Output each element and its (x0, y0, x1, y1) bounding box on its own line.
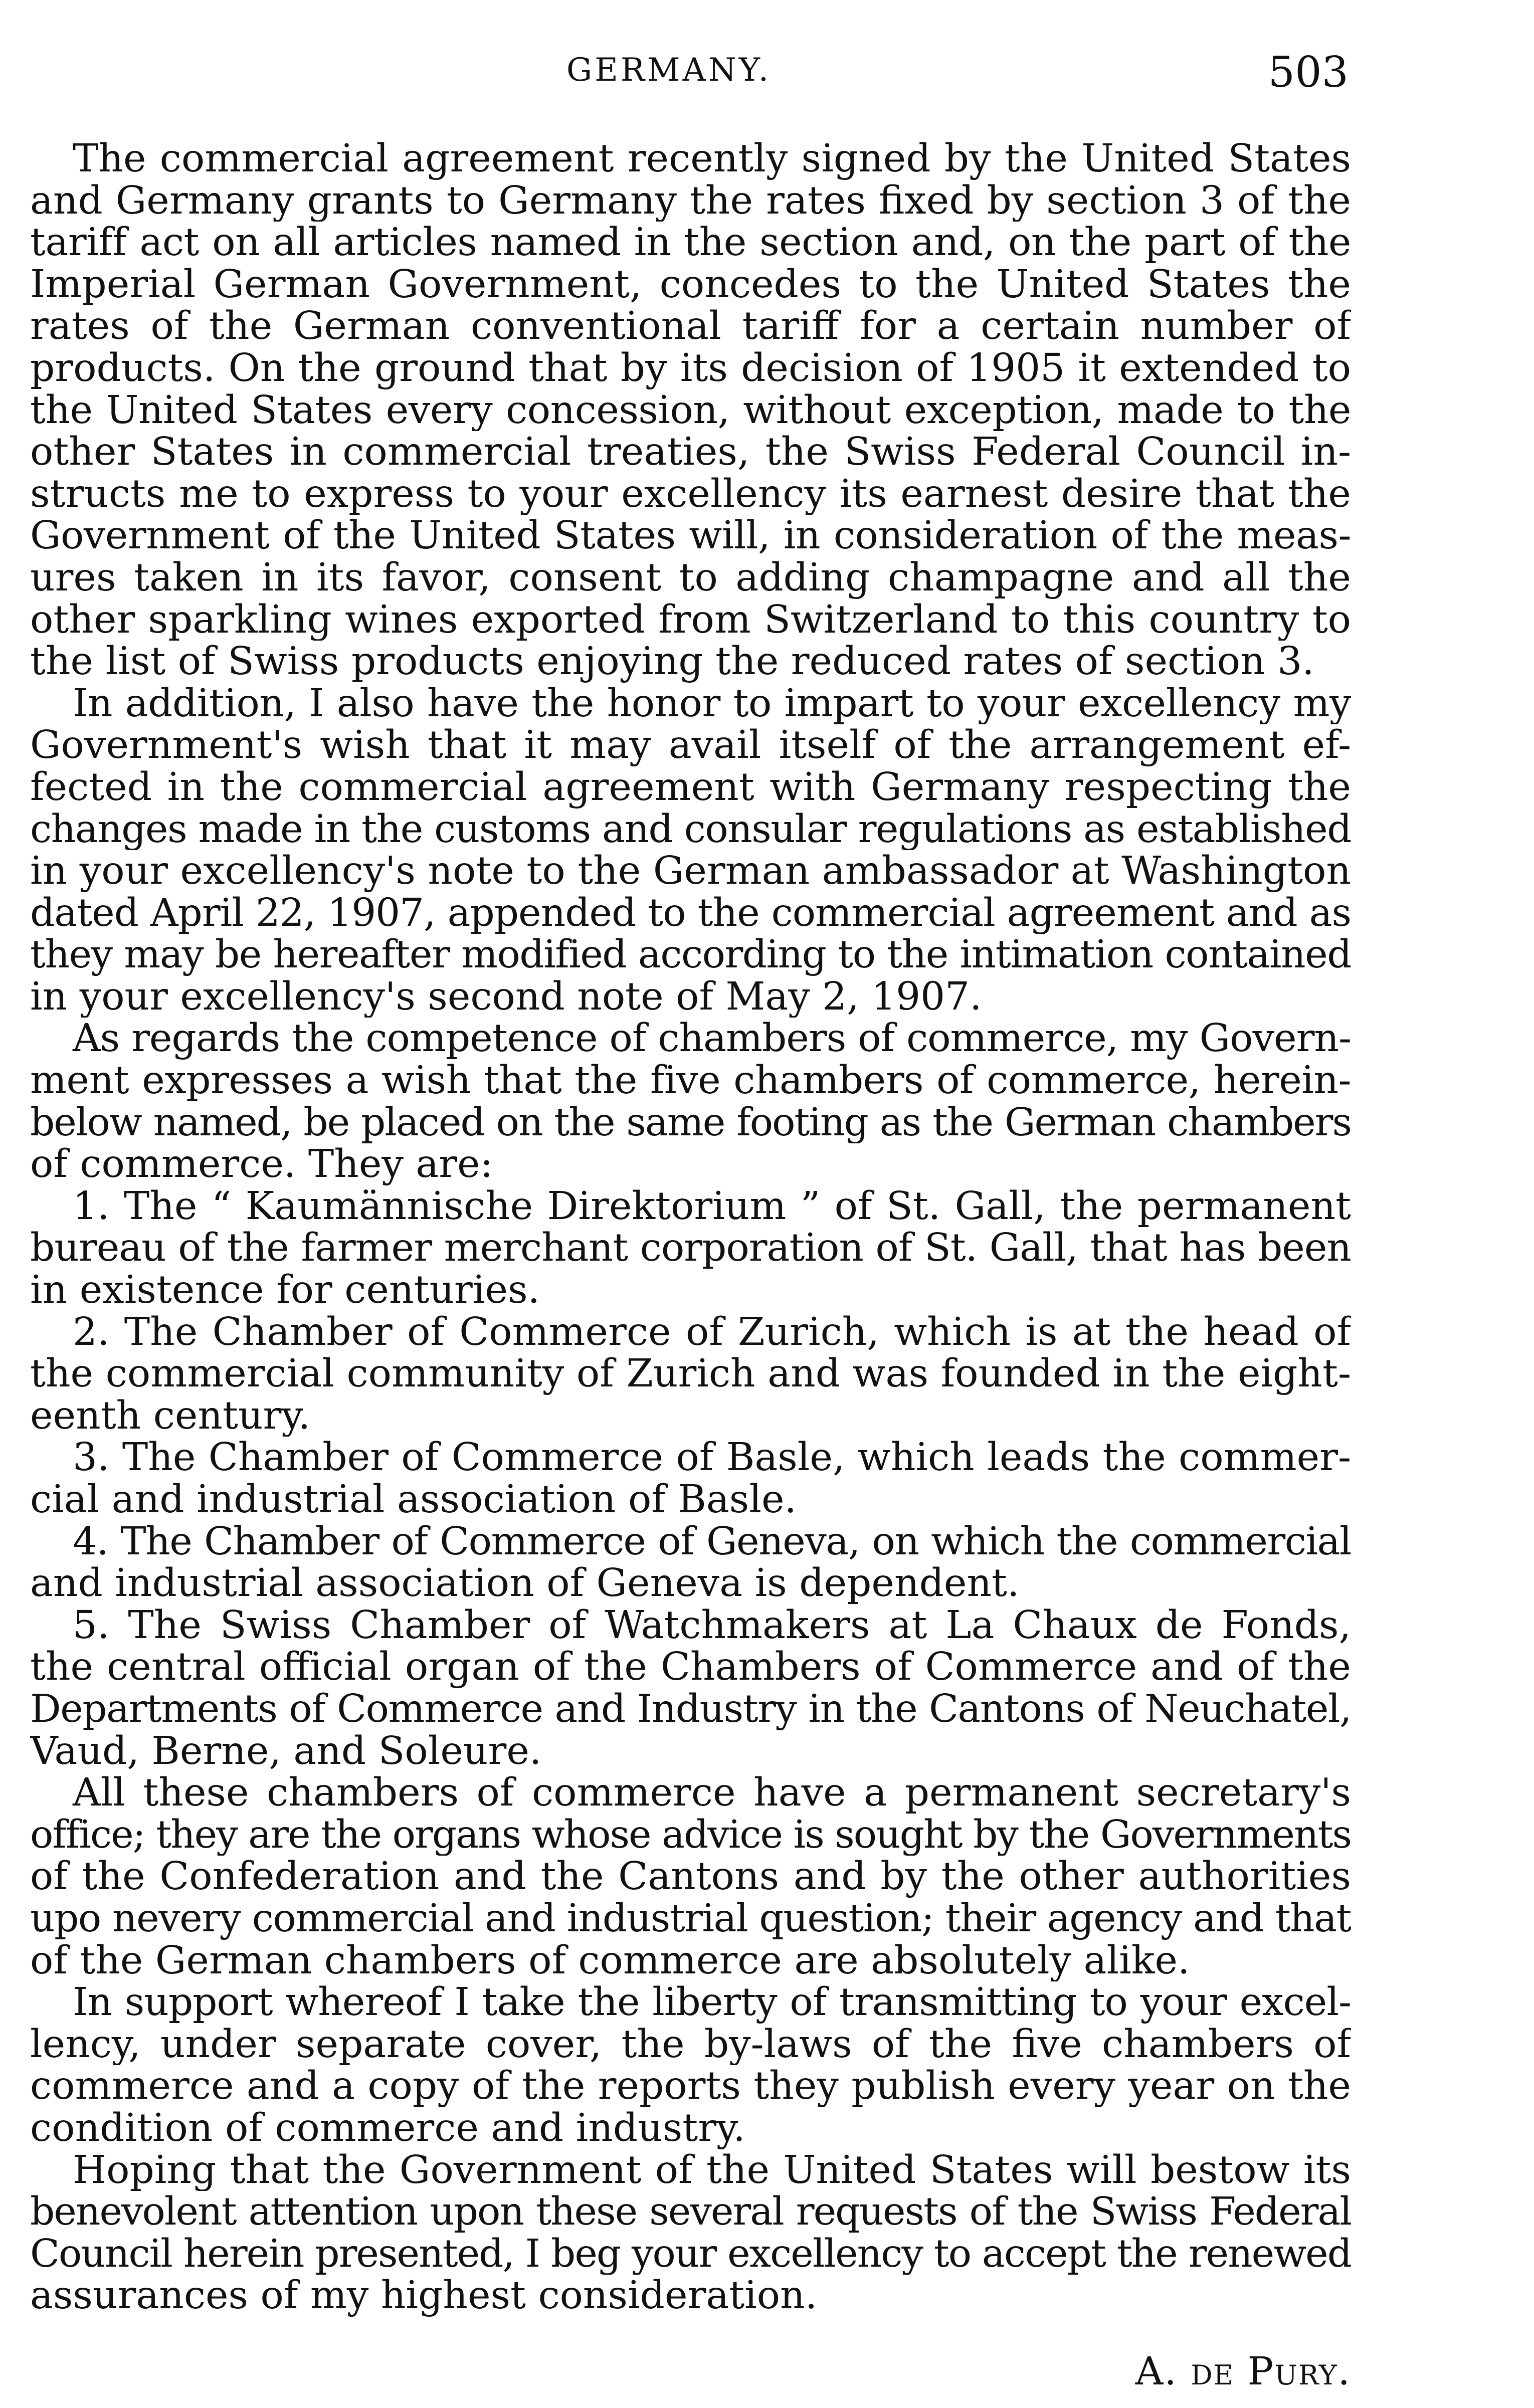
text-line: benevolent attention upon these several requests of the Swiss Federal (30, 2191, 1351, 2233)
text-line: Government's wish that it may avail itself of the arrangement ef- (30, 724, 1351, 766)
text-line: of the Confederation and the Cantons and by the other authorities (30, 1856, 1351, 1898)
text-line: Imperial German Government, concedes to the United States the (30, 263, 1351, 306)
text-line: As regards the competence of chambers of commerce, my Govern- (73, 1018, 1351, 1060)
text-line: All these chambers of commerce have a permanent secretary's (73, 1772, 1351, 1814)
text-line: in your excellency's second note of May 2, 1907. (30, 975, 982, 1018)
text-line: Vaud, Berne, and Soleure. (30, 1730, 542, 1772)
text-line: Hoping that the Government of the United States will bestow its (73, 2149, 1351, 2191)
text-line: fected in the commercial agreement with Germany respecting the (30, 766, 1351, 809)
text-line: in existence for centuries. (30, 1269, 540, 1311)
text-line: 5. The Swiss Chamber of Watchmakers at La Chaux de Fonds, (73, 1604, 1351, 1647)
page-number: 503 (1268, 48, 1349, 97)
text-line: of the German chambers of commerce are absolutely alike. (30, 1939, 1190, 1982)
text-line: and Germany grants to Germany the rates fixed by section 3 of the (30, 179, 1351, 222)
text-line: and industrial association of Geneva is dependent. (30, 1562, 1020, 1604)
text-line: ures taken in its favor, consent to adding champagne and all the (30, 556, 1351, 599)
text-line: 2. The Chamber of Commerce of Zurich, which is at the head of (73, 1311, 1351, 1353)
text-line: other sparkling wines exported from Switzerland to this country to (30, 598, 1351, 641)
text-line: rates of the German conventional tariff for a certain number of (30, 305, 1351, 347)
paragraph (30, 1772, 1351, 1981)
running-title: GERMANY. (566, 52, 772, 89)
text-line: the list of Swiss products enjoying the reduced rates of section 3. (30, 641, 1314, 683)
paragraph (30, 683, 1351, 1018)
text-line: lency, under separate cover, the by-laws of the five chambers of (30, 2023, 1351, 2066)
body-text (30, 138, 1351, 2317)
text-line: commerce and a copy of the reports they publish every year on the (30, 2065, 1351, 2107)
text-line: other States in commercial treaties, the Swiss Federal Council in- (30, 431, 1351, 473)
text-line: Government of the United States will, in consideration of the meas- (30, 515, 1351, 557)
text-line: 3. The Chamber of Commerce of Basle, which leads the commer- (73, 1437, 1351, 1479)
paragraph (30, 1981, 1351, 2149)
text-line: dated April 22, 1907, appended to the commercial agreement and as (30, 892, 1351, 934)
text-line: ment expresses a wish that the five chambers of commerce, herein- (30, 1060, 1351, 1102)
text-line: assurances of my highest consideration. (30, 2275, 818, 2317)
running-head (30, 48, 1349, 98)
paragraph (30, 1604, 1351, 1772)
text-line: of commerce. They are: (30, 1143, 493, 1185)
text-line: they may be hereafter modified according to the intimation contained (30, 934, 1351, 976)
text-line: in your excellency's note to the German ambassador at Washington (30, 850, 1351, 892)
text-line: cial and industrial association of Basle. (30, 1479, 797, 1521)
text-line: structs me to express to your excellency its earnest desire that the (30, 473, 1351, 515)
signature: A. de Pury. (1135, 2349, 1351, 2394)
text-line: office; they are the organs whose advice is sought by the Governments (30, 1814, 1351, 1856)
paragraph (30, 1185, 1351, 1311)
paragraph (30, 2149, 1351, 2317)
text-line: upo nevery commercial and industrial question; their agency and that (30, 1897, 1351, 1940)
text-line: In support whereof I take the liberty of transmitting to your excel- (73, 1981, 1351, 2024)
text-line: the United States every concession, without exception, made to the (30, 389, 1351, 432)
text-line: eenth century. (30, 1394, 311, 1437)
text-line: 4. The Chamber of Commerce of Geneva, on which the commercial (73, 1520, 1351, 1563)
paragraph (30, 1018, 1351, 1185)
text-line: bureau of the farmer merchant corporation of St. Gall, that has been (30, 1227, 1351, 1270)
text-line: Council herein presented, I beg your excellency to accept the renewed (30, 2233, 1351, 2275)
paragraph (30, 138, 1351, 683)
text-line: the central official organ of the Chambers of Commerce and of the (30, 1646, 1351, 1688)
paragraph (30, 1437, 1351, 1520)
text-line: tariff act on all articles named in the section and, on the part of the (30, 222, 1351, 264)
text-line: The commercial agreement recently signed by the United States (73, 138, 1351, 180)
text-line: Departments of Commerce and Industry in the Cantons of Neuchatel, (30, 1688, 1351, 1730)
text-line: condition of commerce and industry. (30, 2107, 745, 2149)
text-line: below named, be placed on the same footing as the German chambers (30, 1101, 1351, 1144)
text-line: 1. The “ Kaumännische Direktorium ” of St. Gall, the permanent (73, 1185, 1351, 1228)
paragraph (30, 1311, 1351, 1437)
paragraph (30, 1521, 1351, 1604)
text-line: In addition, I also have the honor to impart to your excellency my (73, 682, 1351, 725)
text-line: the commercial community of Zurich and was founded in the eight- (30, 1353, 1351, 1395)
text-line: products. On the ground that by its decision of 1905 it extended to (30, 347, 1351, 389)
text-line: changes made in the customs and consular regulations as established (30, 808, 1351, 851)
